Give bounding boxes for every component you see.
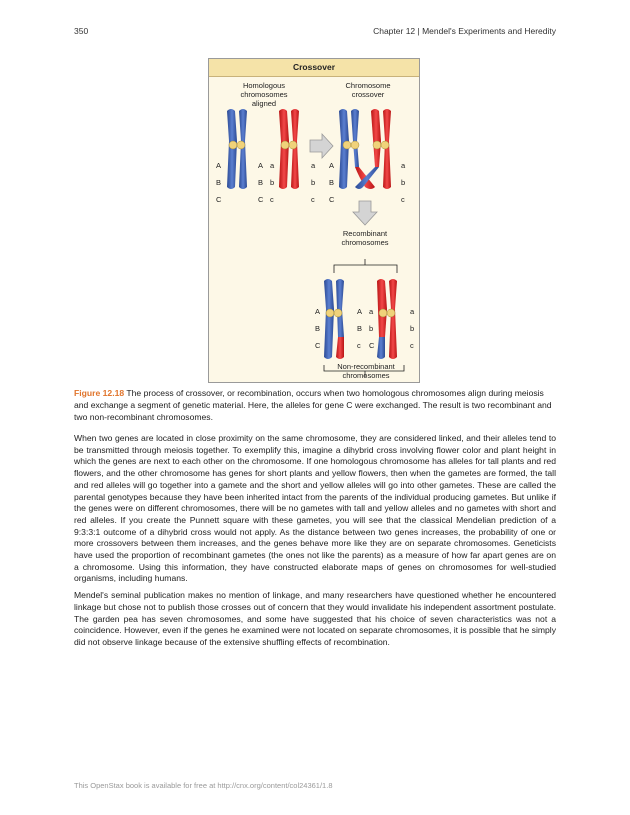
body-text: [74, 433, 556, 654]
allele-c-5: c: [357, 341, 361, 350]
allele-b-1: b: [270, 178, 275, 187]
allele-C-3: C: [329, 195, 335, 204]
arrow-right-icon: [310, 134, 333, 158]
allele-b-6: b: [410, 324, 415, 333]
allele-A-1: A: [216, 161, 222, 170]
allele-B-3: B: [329, 178, 335, 187]
blue-chromosome-1: [227, 109, 247, 189]
allele-A-3: A: [329, 161, 335, 170]
allele-B-2: B: [258, 178, 264, 187]
allele-c-3: c: [401, 195, 405, 204]
allele-a-6: a: [410, 307, 415, 316]
figure-number: Figure 12.18: [74, 388, 125, 398]
allele-C-2: C: [258, 195, 264, 204]
allele-C-5: C: [369, 341, 375, 350]
arrow-down-icon: [353, 201, 377, 225]
allele-c-1: c: [270, 195, 274, 204]
crossover-chromosomes: [339, 109, 391, 189]
red-chromosome-1: [279, 109, 299, 189]
allele-A-2: A: [258, 161, 264, 170]
allele-c-2: c: [311, 195, 315, 204]
page-number: 350: [74, 26, 89, 36]
result-red-chromosome: [377, 279, 397, 359]
crossover-figure: [208, 58, 420, 383]
allele-b-3: b: [401, 178, 406, 187]
result-blue-chromosome: [324, 279, 344, 359]
label-nonrecombinant: Non-recombinant chromosomes: [337, 362, 395, 380]
allele-a-2: a: [311, 161, 316, 170]
allele-C-4: C: [315, 341, 321, 350]
label-homologous: Homologous chromosomes aligned: [240, 81, 288, 108]
allele-B-4: B: [315, 324, 321, 333]
allele-c-6: c: [410, 341, 414, 350]
chapter-title: Chapter 12 | Mendel's Experiments and Heredity: [373, 26, 556, 36]
paragraph-2: Mendel's seminal publication makes no mention of linkage, and many researchers have questioned whether he encountered linkage but chose not to publish those crosses out of concern that they would invalidate his independent assortment postulate. The garden pea has seven chromosomes, and some have suggested that his choice of seven characteristics was not a coincidence. However, even if the genes he examined were not located on separate chromosomes, it is possible that he simply did not observe linkage because of the extensive shuffling effects of recombination.: [74, 590, 556, 647]
allele-C-1: C: [216, 195, 222, 204]
figure-title: Crossover: [209, 59, 419, 77]
allele-b-5: b: [369, 324, 374, 333]
figure-caption: [74, 387, 556, 423]
allele-A-5: A: [357, 307, 363, 316]
allele-A-4: A: [315, 307, 321, 316]
page-footer: This OpenStax book is available for free at http://cnx.org/content/col24361/1.8: [74, 781, 333, 790]
caption-text: The process of crossover, or recombination, occurs when two homologous chromosomes align during meiosis and exchange a segment of genetic material. Here, the alleles for gene C were exchanged. The result is two recombinant and two non-recombinant chromosomes.: [74, 388, 552, 422]
allele-B-5: B: [357, 324, 363, 333]
allele-a-3: a: [401, 161, 406, 170]
allele-B-1: B: [216, 178, 222, 187]
allele-a-5: a: [369, 307, 374, 316]
label-recombinant: Recombinant chromosomes: [341, 229, 389, 247]
allele-a-1: a: [270, 161, 275, 170]
allele-b-2: b: [311, 178, 316, 187]
label-crossover: Chromosome crossover: [345, 81, 391, 99]
paragraph-1: When two genes are located in close proximity on the same chromosome, they are considered linked, and their alleles tend to be transmitted through meiosis together. To exemplify this, imagine a dihybrid cross involving flower color and plant height in which the genes are next to each other on the chromosome. If one homologous chromosome has alleles for tall plants and red flowers, and the other chromosome has genes for short plants and yellow flowers, then when the gametes are formed, the tall and red alleles will go together into a gamete and the short and yellow alleles will go into other gametes. These are called the parental genotypes because they have been inherited intact from the parents of the individual producing gametes. But unlike if the genes were on different chromosomes, there will be no gametes with tall and yellow alleles and no gametes with short and red alleles. If you create the Punnett square with these gametes, you will see that the classical Mendelian prediction of a 9:3:3:1 outcome of a dihybrid cross would not apply. As the distance between two genes increases, the probability of one or more crossovers between them increases, and the genes behave more like they are on separate chromosomes. Geneticists have used the proportion of recombinant gametes (the ones not like the parents) as a measure of how far apart genes are on a chromosome. Using this information, they have constructed elaborate maps of genes on chromosomes for well-studied organisms, including humans.: [74, 433, 556, 584]
